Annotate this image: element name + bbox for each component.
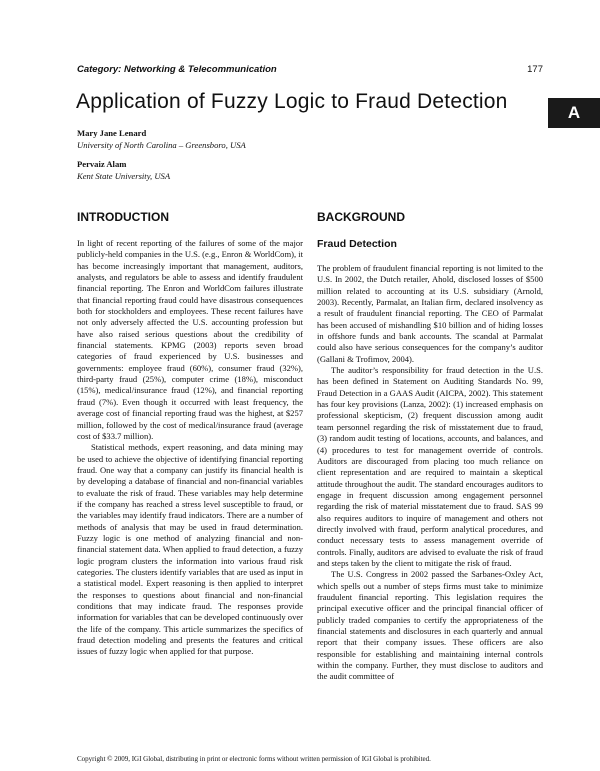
author-block: [77, 158, 170, 182]
section-letter-tab: A: [548, 98, 600, 128]
article-title: Application of Fuzzy Logic to Fraud Detection: [76, 90, 508, 113]
introduction-heading: INTRODUCTION: [77, 210, 169, 224]
author-block: [77, 127, 246, 151]
background-heading: BACKGROUND: [317, 210, 405, 224]
body-paragraph: In light of recent reporting of the failures of some of the major publicly-held companies in the U.S. (e.g., Enron & WorldCom), it has become increasingly important that management, auditors, analysts, and regulators be able to assess and identify fraudulent financial reporting. The Enron and WorldCom failures illustrate that financial reporting fraud could have disastrous consequences both for stockholders and employees. These recent failures have not only adversely affected the U.S. accounting profession but have also raised serious questions about the credibility of financial statements. KPMG (2003) reports seven broad categories of fraud experienced by U.S. businesses and governments: employee fraud (60%), consumer fraud (32%), third-party fraud (25%), computer crime (18%), misconduct (15%), medical/insurance fraud (12%), and financial reporting fraud (7%). Even though it occurred with least frequency, the average cost of financial reporting fraud was the highest, at $257 million, followed by the cost of medical/insurance fraud (average cost of $33.7 million).: [77, 238, 303, 441]
fraud-detection-subheading: Fraud Detection: [317, 238, 397, 250]
author-affiliation: Kent State University, USA: [77, 171, 171, 181]
body-paragraph: The auditor’s responsibility for fraud detection in the U.S. has been defined in Statement on Auditing Standards No. 99, Fraud Detection in a GAAS Audit (AICPA, 2002). This statement has four key provisions (Lanza, 2002): (1) increased emphasis on professional skepticism, (2) frequent discussion among audit team personnel regarding the risk of misstatement due to fraud, (3) random audit testing of locations, accounts, and balances, and (4) procedures to test for management override of controls. Auditors are discouraged from placing too much reliance on client representation and are required to maintain a skeptical attitude throughout the audit. The standard encourages auditors to engage in frequent discussion among engagement personnel regarding the risk of material misstatement due to fraud. SAS 99 also requires auditors to inquire of management and others not directly involved with fraud, perform analytical procedures, and conduct necessary tests to assess management override of controls. Finally, auditors are advised to evaluate the risk of fraud and steps taken by the client to mitigate the risk of fraud.: [317, 365, 543, 568]
author-name: Mary Jane Lenard: [77, 128, 147, 138]
spacer: [317, 251, 543, 263]
body-paragraph: Statistical methods, expert reasoning, and data mining may be used to achieve the objective of identifying financial reporting fraud. One way that a company can justify its financial health is by developing a database of financial and non-financial variables to evaluate the risk of fraud. These variables may help determine if the company has reached a stress level susceptible to fraud, or the variables may identify fraud indicators. There are a number of methods of analysis that may be used in fraud determination. Fuzzy logic is one method of analyzing financial and non-financial statement data. When applied to fraud detection, a fuzzy logic program clusters the information into various fraud risk categories. The clusters identify variables that are used as input in a statistical model. Expert reasoning is then applied to interpret the responses to questions about financial and non-financial conditions that may indicate fraud. The responses provide information for variables that can be developed continuously over the life of the company. This article summarizes the specifics of fraud detection modeling and presents the features and critical issues of fuzzy logic when applied for that purpose.: [77, 442, 303, 657]
page-number: 177: [527, 64, 543, 75]
copyright-notice: Copyright © 2009, IGI Global, distributing in print or electronic forms without written permission of IGI Global is prohibited.: [77, 755, 431, 763]
running-header-category: Category: Networking & Telecommunication: [77, 64, 277, 75]
body-paragraph: The U.S. Congress in 2002 passed the Sarbanes-Oxley Act, which spells out a number of steps firms must take to minimize fraudulent financial reporting. This legislation requires the principal executive officer and the principal financial officer of publicly traded companies to certify the appropriateness of the financial statements and disclosures in each quarterly and annual report that their company issues. These officers are also responsible for establishing and maintaining internal controls within the company. Further, they must disclose to auditors and the audit committee of: [317, 569, 543, 682]
body-paragraph: The problem of fraudulent financial reporting is not limited to the U.S. In 2002, the Dutch retailer, Ahold, disclosed losses of $500 million related to accounting at its U.S. subsidiary (Arnold, 2003). Recently, Parmalat, an Italian firm, declared insolvency as a result of fraudulent financial reporting. The CEO of Parmalat has been accused of mishandling $10 billion and of hiding losses in offshore funds and bank accounts. The scandal at Parmalat could also have serious consequences for the company’s auditor (Gallani & Trofimov, 2004).: [317, 263, 543, 364]
spacer: [77, 224, 303, 238]
author-name: Pervaiz Alam: [77, 159, 127, 169]
author-affiliation: University of North Carolina – Greensboro, USA: [77, 140, 246, 150]
left-column: [77, 204, 303, 658]
right-column: [317, 204, 543, 683]
